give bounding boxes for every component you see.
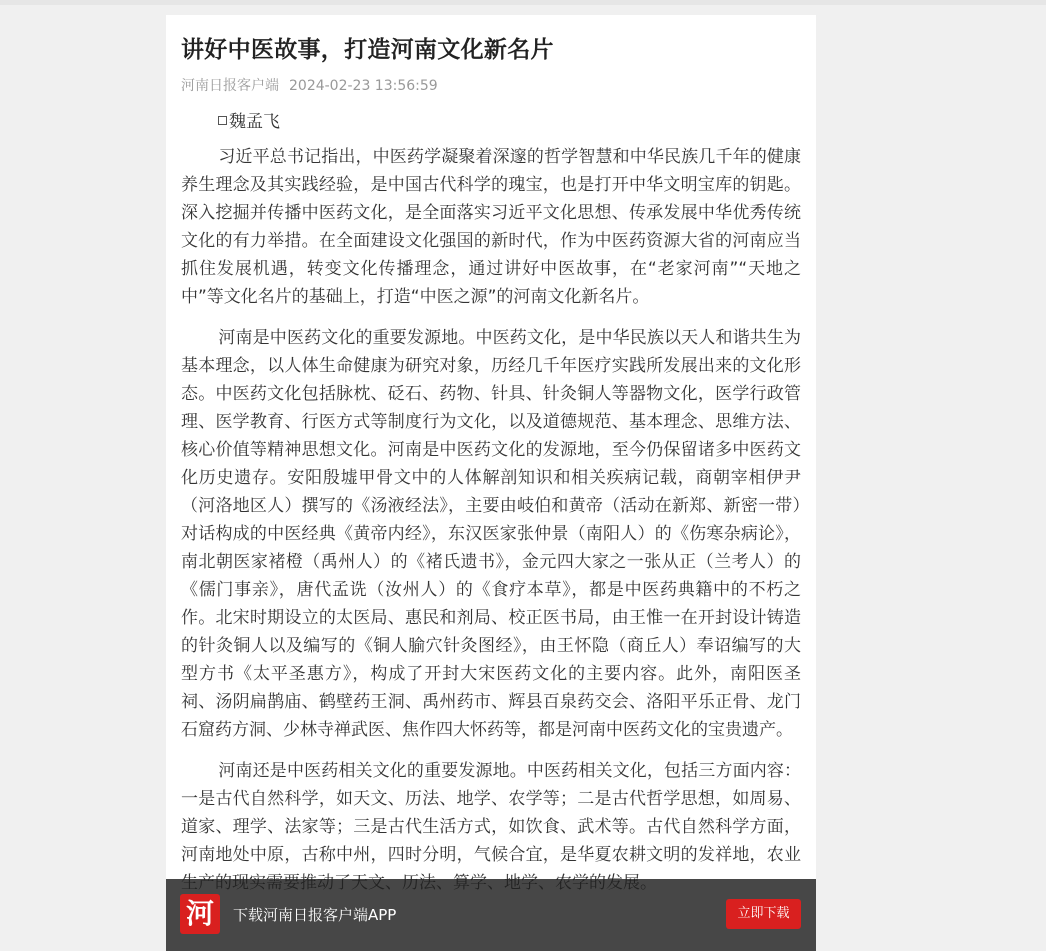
article-title: 讲好中医故事，打造河南文化新名片 (181, 37, 554, 63)
app-download-text: 下载河南日报客户端APP (233, 906, 397, 924)
article-paragraph: 河南是中医药文化的重要发源地。中医药文化，是中华民族以天人和谐共生为基本理念，以人体生命健康为研究对象，历经几千年医疗实践所发展出来的文化形态。中医药文化包括脉枕、砭石、药物、针具、针灸铜人等器物文化，医学行政管理、医学教育、行医方式等制度行为文化，以及道德规范、基本理念、思维方法、核心价值等精神思想文化。河南是中医药文化的发源地，至今仍保留诸多中医药文化历史遗存。安阳殷墟甲骨文中的人体解剖知识和相关疾病记载，商朝宰相伊尹（河洛地区人）撰写的《汤液经法》，主要由岐伯和黄帝（活动在新郑、新密一带）对话构成的中医经典《黄帝内经》，东汉医家张仲景（南阳人）的《伤寒杂病论》，南北朝医家褚橙（禹州人）的《褚氏遗书》，金元四大家之一张从正（兰考人）的《儒门事亲》，唐代孟诜（汝州人）的《食疗本草》，都是中医药典籍中的不朽之作。北宋时期设立的太医局、惠民和剂局、校正医书局，由王惟一在开封设计铸造的针灸铜人以及编写的《铜人腧穴针灸图经》，由王怀隐（商丘人）奉诏编写的大型方书《太平圣惠方》，构成了开封大宋医药文化的主要内容。此外，南阳医圣祠、汤阴扁鹊庙、鹤壁药王洞、禹州药市、辉县百泉药交会、洛阳平乐正骨、龙门石窟药方洞、少林寺禅武医、焦作四大怀药等，都是河南中医药文化的宝贵遗产。 (181, 328, 801, 740)
article-paragraph: 习近平总书记指出，中医药学凝聚着深邃的哲学智慧和中华民族几千年的健康养生理念及其实践经验，是中国古代科学的瑰宝，也是打开中华文明宝库的钥匙。深入挖掘并传播中医药文化，是全面落实习近平文化思想、传承发展中华优秀传统文化的有力举措。在全面建设文化强国的新时代，作为中医药资源大省的河南应当抓住发展机遇，转变文化传播理念，通过讲好中医故事，在“老家河南”“天地之中”等文化名片的基础上，打造“中医之源”的河南文化新名片。 (181, 147, 801, 307)
article-card (166, 15, 816, 951)
download-now-button[interactable]: 立即下载 (726, 899, 801, 929)
article-time: 2024-02-23 13:56:59 (289, 78, 438, 94)
article-paragraph: 河南还是中医药相关文化的重要发源地。中医药相关文化，包括三方面内容：一是古代自然科学，如天文、历法、地学、农学等；二是古代哲学思想，如周易、道家、理学、法家等；三是古代生活方式，如饮食、武术等。古代自然科学方面，河南地处中原，古称中州，四时分明，气候合宜，是华夏农耕文明的发祥地，农业 (181, 761, 801, 865)
square-icon (218, 116, 227, 125)
app-download-bar (166, 879, 816, 951)
article-meta (181, 77, 801, 95)
app-logo-icon: 河 (180, 894, 220, 934)
article-source: 河南日报客户端 (181, 78, 279, 94)
article-author (181, 109, 801, 135)
top-strip (0, 0, 1046, 5)
author-name: 魏孟飞 (229, 112, 280, 132)
